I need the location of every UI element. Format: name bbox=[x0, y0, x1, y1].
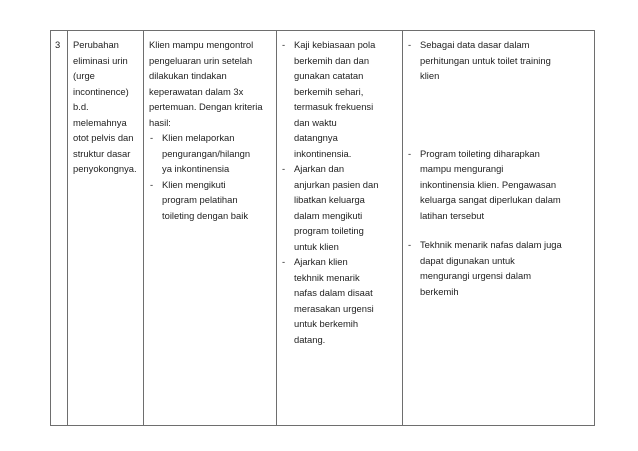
intervention-line: termasuk frekuensi bbox=[294, 101, 374, 112]
intervention-line: untuk klien bbox=[294, 240, 339, 252]
intervention-list bbox=[277, 37, 402, 347]
criteria-list bbox=[144, 130, 276, 223]
rationale-list bbox=[403, 37, 594, 299]
diagnosis-line: struktur dasar bbox=[73, 147, 131, 159]
rationale-line: perhitungan untuk toilet training bbox=[420, 54, 551, 66]
rationale-text bbox=[420, 237, 589, 299]
bullet-dash: - bbox=[282, 163, 286, 174]
bullet-dash: - bbox=[282, 256, 286, 267]
rationale-line: Program toileting diharapkan bbox=[420, 147, 540, 159]
bullet-dash: - bbox=[150, 132, 154, 143]
rationale-line: klien bbox=[420, 70, 440, 81]
criteria-text bbox=[162, 177, 271, 224]
intervention-line: libatkan keluarga bbox=[294, 194, 365, 205]
goal-cell bbox=[144, 31, 277, 426]
rationale-item bbox=[408, 37, 589, 84]
bullet-dash: - bbox=[408, 239, 412, 250]
intervention-line: Ajarkan dan bbox=[294, 163, 345, 174]
intervention-line: tekhnik menarik bbox=[294, 271, 360, 283]
rationale-line: dapat digunakan untuk bbox=[420, 254, 515, 266]
intervention-line: nafas dalam disaat bbox=[294, 287, 373, 298]
intervention-line: datangnya bbox=[294, 132, 338, 143]
goal-line: pengeluaran urin setelah bbox=[149, 54, 253, 66]
intervention-text bbox=[294, 161, 397, 254]
goal-line: Klien mampu mengontrol bbox=[149, 39, 254, 50]
diagnosis-line: Perubahan bbox=[73, 39, 119, 50]
criteria-item bbox=[150, 177, 271, 224]
goal-line: pertemuan. Dengan kriteria bbox=[149, 101, 263, 112]
rationale-line: Tekhnik menarik nafas dalam juga bbox=[420, 239, 562, 250]
intervention-line: untuk berkemih bbox=[294, 318, 359, 329]
intervention-line: inkontinensia. bbox=[294, 147, 352, 159]
rationale-line: keluarga sangat diperlukan dalam bbox=[420, 194, 561, 205]
intervention-cell bbox=[277, 31, 403, 426]
rationale-line: mampu mengurangi bbox=[420, 163, 504, 174]
rationale-item bbox=[408, 146, 589, 224]
rationale-line: mengurangi urgensi dalam bbox=[420, 270, 532, 281]
diagnosis-line: eliminasi urin bbox=[73, 54, 128, 66]
goal-intro bbox=[144, 37, 276, 130]
intervention-text bbox=[294, 37, 397, 161]
intervention-item bbox=[282, 37, 397, 161]
criteria-line: Klien mengikuti bbox=[162, 178, 226, 190]
intervention-item bbox=[282, 254, 397, 347]
intervention-line: anjurkan pasien dan bbox=[294, 178, 379, 190]
rationale-cell bbox=[403, 31, 595, 426]
bullet-dash: - bbox=[150, 178, 154, 190]
criteria-line: Klien melaporkan bbox=[162, 132, 235, 143]
table-row bbox=[51, 31, 595, 426]
intervention-line: Ajarkan klien bbox=[294, 256, 348, 267]
intervention-line: gunakan catatan bbox=[294, 70, 364, 81]
rationale-text bbox=[420, 37, 589, 84]
rationale-text bbox=[420, 146, 589, 224]
criteria-line: pengurangan/hilangn bbox=[162, 147, 251, 159]
nursing-care-plan-table bbox=[50, 30, 595, 426]
diagnosis-line: penyokongnya. bbox=[73, 163, 137, 174]
goal-line: keperawatan dalam 3x bbox=[149, 85, 244, 97]
rationale-line: inkontinensia klien. Pengawasan bbox=[420, 178, 557, 190]
diagnosis-line: b.d. bbox=[73, 101, 89, 112]
rationale-line: Sebagai data dasar dalam bbox=[420, 39, 530, 50]
diagnosis-line: incontinence) bbox=[73, 85, 129, 97]
diagnosis-cell bbox=[68, 31, 144, 426]
diagnosis-line: melemahnya bbox=[73, 116, 127, 128]
intervention-line: Kaji kebiasaan pola bbox=[294, 39, 376, 50]
criteria-line: program pelatihan bbox=[162, 194, 238, 205]
intervention-line: berkemih sehari, bbox=[294, 85, 364, 97]
intervention-line: dalam mengikuti bbox=[294, 209, 363, 221]
intervention-line: dan waktu bbox=[294, 116, 337, 128]
intervention-line: program toileting bbox=[294, 225, 364, 236]
row-number: 3 bbox=[55, 39, 61, 50]
criteria-item bbox=[150, 130, 271, 177]
criteria-line: toileting dengan baik bbox=[162, 209, 249, 221]
diagnosis-text bbox=[68, 37, 143, 177]
rationale-line: berkemih bbox=[420, 285, 459, 297]
diagnosis-line: (urge bbox=[73, 70, 95, 81]
intervention-line: merasakan urgensi bbox=[294, 302, 374, 314]
rationale-line: latihan tersebut bbox=[420, 209, 485, 221]
criteria-text bbox=[162, 130, 271, 177]
intervention-text bbox=[294, 254, 397, 347]
diagnosis-line: otot pelvis dan bbox=[73, 132, 134, 143]
goal-line: dilakukan tindakan bbox=[149, 70, 227, 81]
criteria-line: ya inkontinensia bbox=[162, 163, 230, 174]
bullet-dash: - bbox=[282, 39, 286, 50]
intervention-line: berkemih dan dan bbox=[294, 54, 370, 66]
goal-line: hasil: bbox=[149, 116, 171, 128]
rationale-item bbox=[408, 237, 589, 299]
bullet-dash: - bbox=[408, 147, 412, 159]
bullet-dash: - bbox=[408, 39, 412, 50]
row-number-cell bbox=[51, 31, 68, 426]
intervention-item bbox=[282, 161, 397, 254]
intervention-line: datang. bbox=[294, 333, 326, 345]
